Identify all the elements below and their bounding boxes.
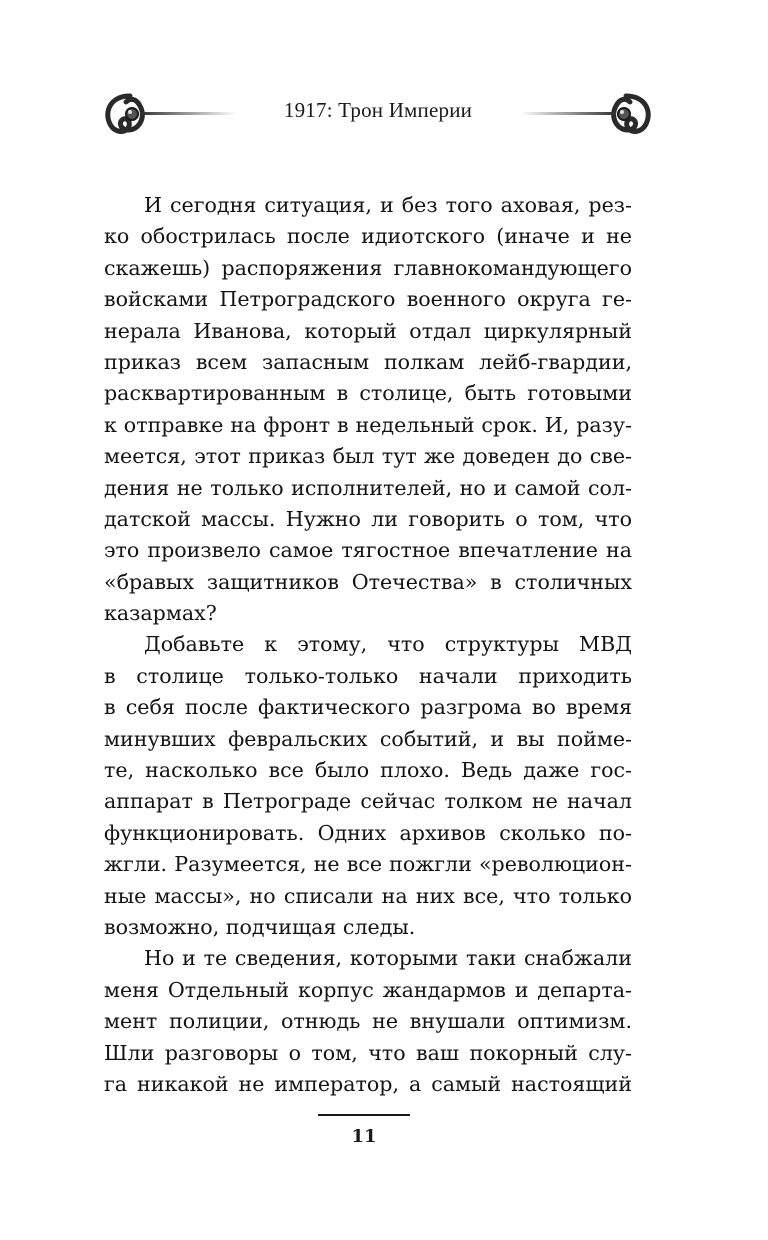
text-line: минувших февральских событий, и вы пойме-: [104, 726, 632, 751]
text-line: Но и те сведения, которыми таки снабжали: [144, 946, 632, 971]
text-line: в столице только-только начали приходить: [104, 663, 632, 688]
text-line: казармах?: [104, 601, 217, 626]
text-line: расквартированным в столице, быть готовыми: [104, 381, 632, 406]
text-line: «бравых защитников Отечества» в столичных: [104, 569, 632, 594]
text-line: Шли разговоры о том, что ваш покорный слу-: [104, 1040, 632, 1065]
text-line: нерала Иванова, который отдал циркулярный: [104, 318, 632, 343]
text-line: аппарат в Петрограде сейчас толком не начал: [104, 789, 632, 814]
text-line: ко обострилась после идиотского (иначе и не: [104, 224, 632, 249]
text-line: функционировать. Одних архивов сколько по-: [104, 820, 632, 845]
text-line: Добавьте к этому, что структуры МВД: [144, 632, 632, 657]
text-line: скажешь) распоряжения главнокомандующего: [104, 255, 632, 280]
page-number: 11: [351, 1126, 377, 1147]
text-line: меня Отдельный корпус жандармов и департа-: [104, 977, 632, 1002]
text-line: приказ всем запасным полкам лейб-гвардии,: [104, 349, 632, 374]
text-line: датской массы. Нужно ли говорить о том, что: [104, 506, 632, 531]
text-line: га никакой не император, а самый настоящий: [104, 1071, 632, 1096]
text-line: это произвело самое тягостное впечатление на: [104, 538, 632, 563]
book-title: 1917: Трон Империи: [283, 98, 473, 122]
scroll-ornament-icon: [520, 86, 660, 142]
text-line: мент полиции, отнюдь не внушали оптимизм.: [104, 1009, 632, 1034]
text-line: ные массы», но списали на них все, что только: [104, 883, 632, 908]
paragraph: [104, 629, 632, 943]
text-line: И сегодня ситуация, и без того аховая, рез-: [144, 193, 632, 217]
text-line: возможно, подчищая следы.: [104, 914, 416, 939]
page-body: [104, 190, 632, 1100]
text-line: те, насколько все было плохо. Ведь даже гос-: [104, 758, 632, 783]
footer-rule: [318, 1114, 410, 1116]
text-line: дения не только исполнителей, но и самой сол-: [104, 475, 632, 500]
text-line: меется, этот приказ был тут же доведен до све-: [104, 444, 632, 469]
text-line: в себя после фактического разгрома во время: [104, 695, 632, 720]
text-line: жгли. Разумеется, не все пожгли «революцион-: [104, 852, 632, 877]
text-line: войсками Петроградского военного округа ге-: [104, 287, 632, 312]
paragraph: [104, 190, 632, 629]
running-header: [96, 86, 660, 142]
text-line: к отправке на фронт в недельный срок. И, разу-: [104, 412, 632, 437]
paragraph: [104, 943, 632, 1100]
